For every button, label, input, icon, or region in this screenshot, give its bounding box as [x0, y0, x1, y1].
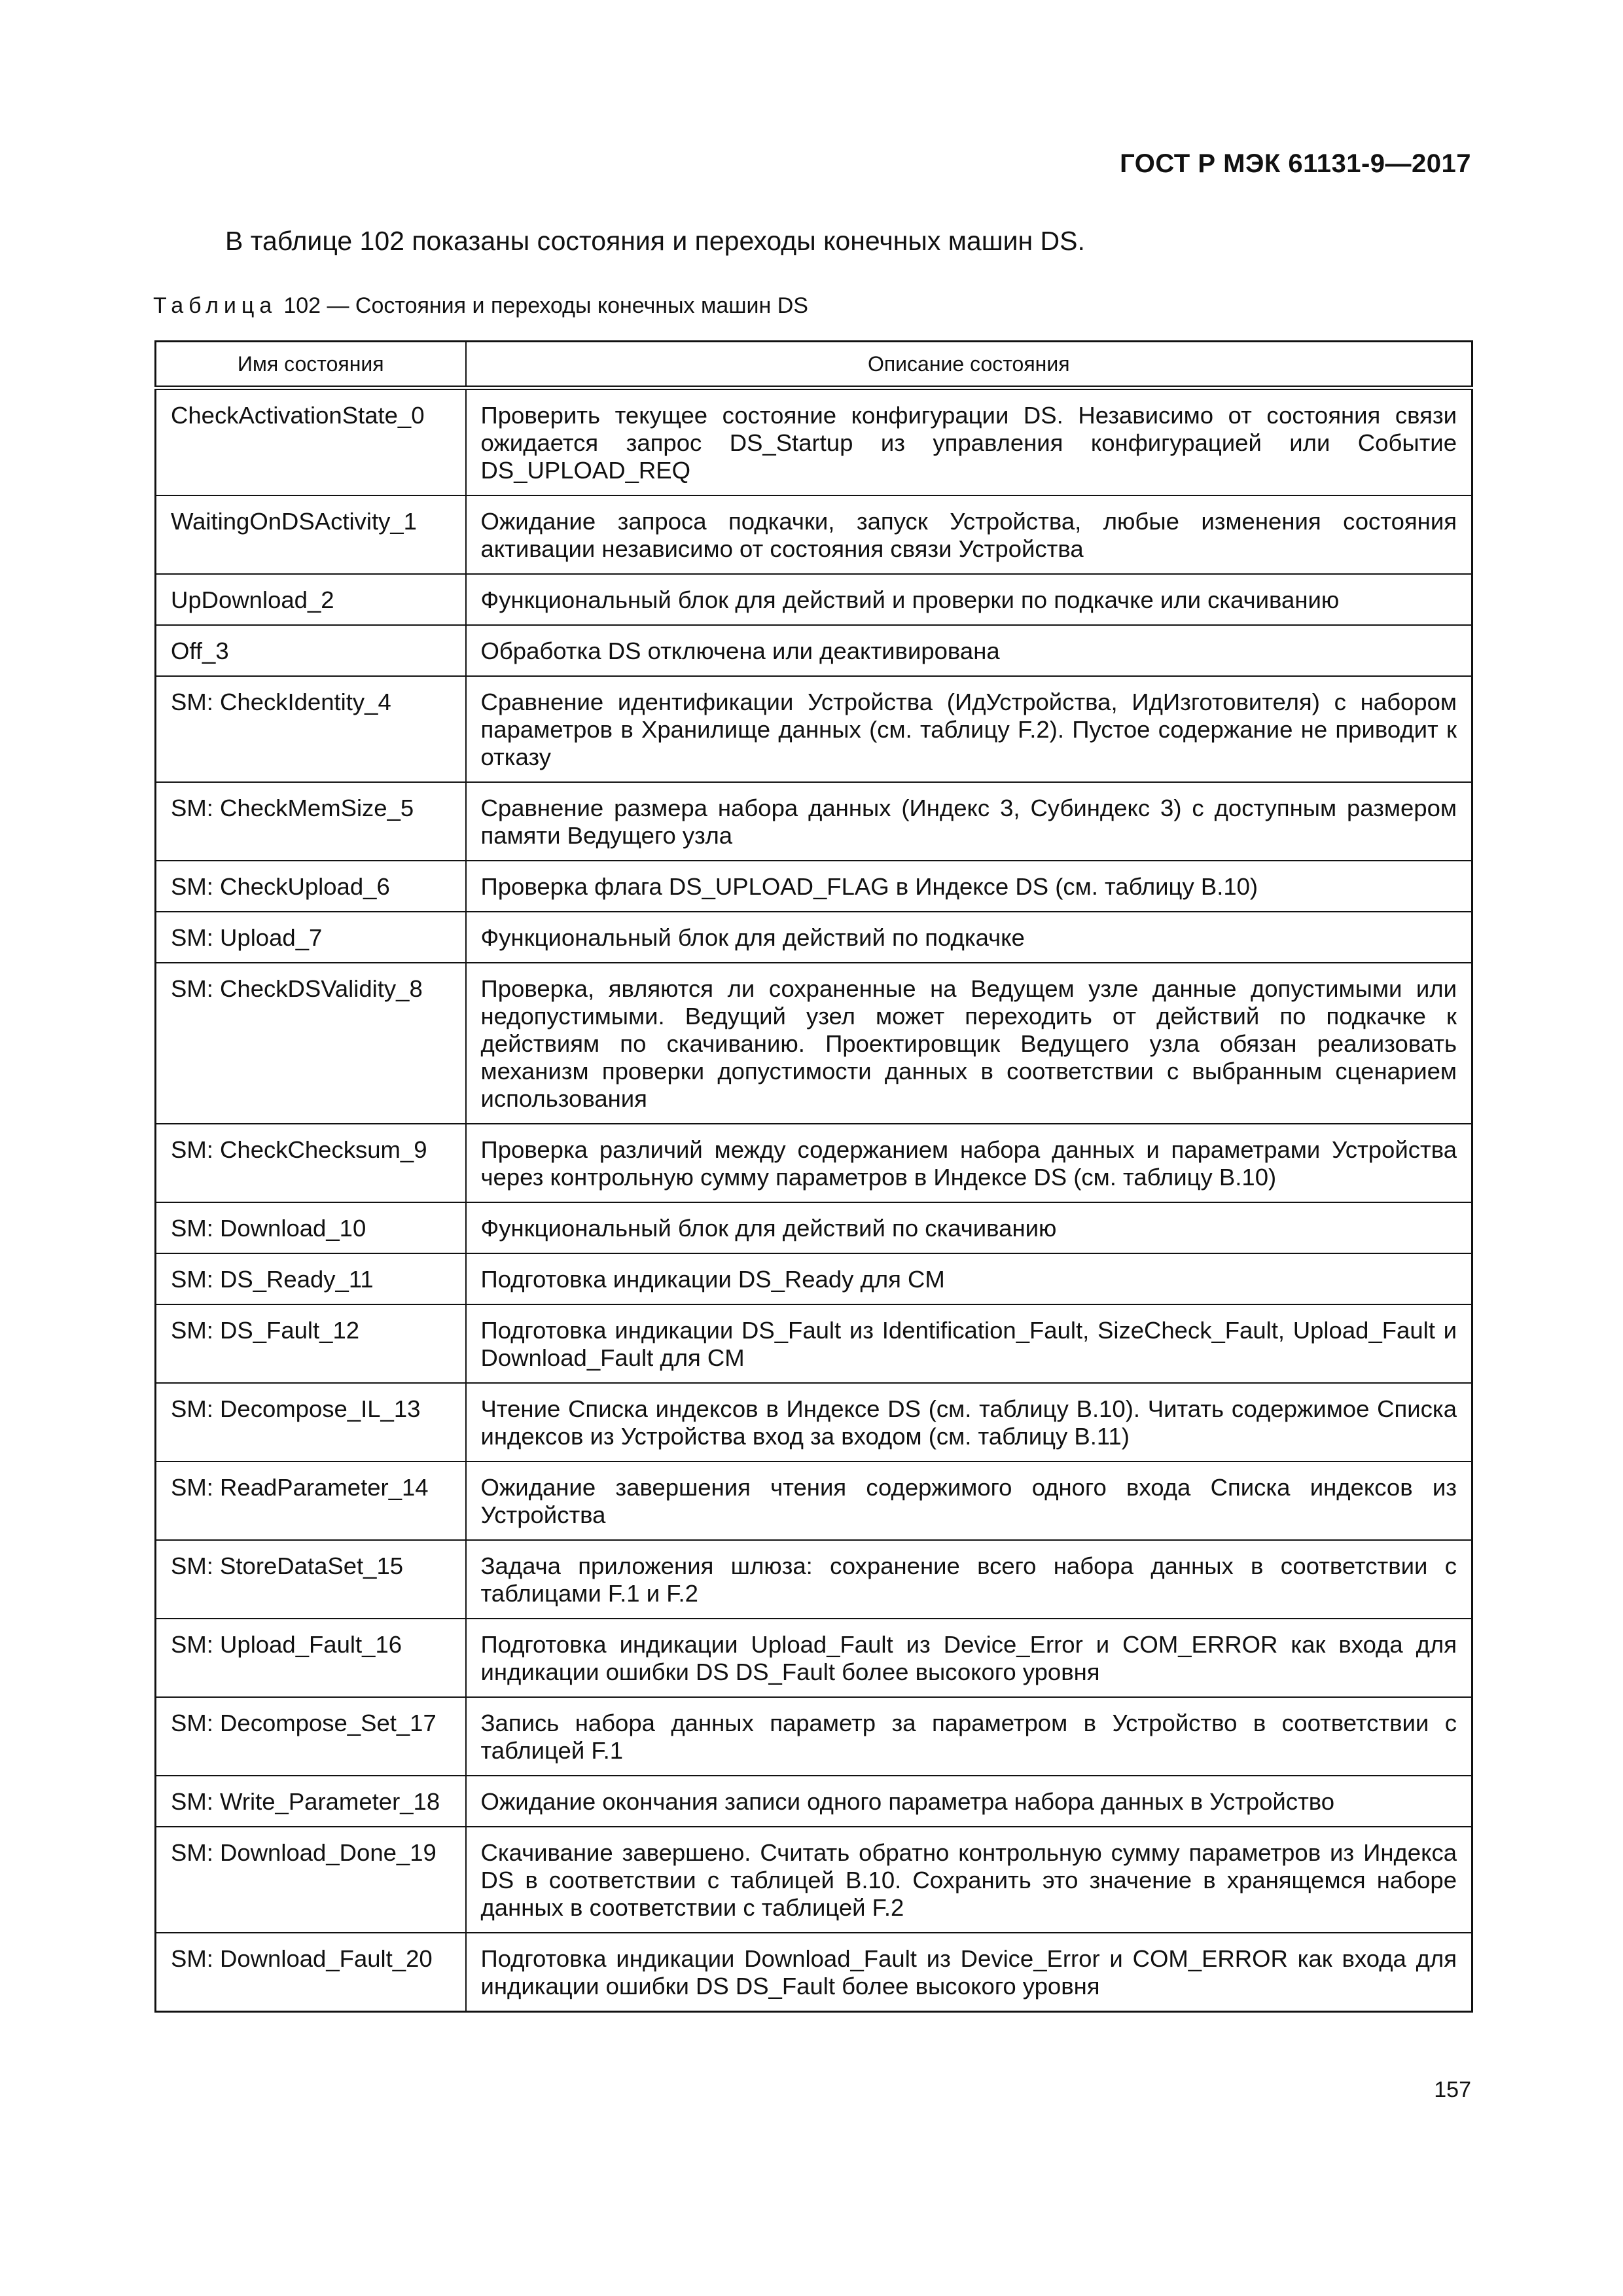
state-name-cell: SM: CheckChecksum_9	[156, 1124, 466, 1202]
state-description-cell: Обработка DS отключена или деактивирована	[466, 625, 1472, 676]
table-row	[156, 1253, 1472, 1304]
state-name-cell: SM: ReadParameter_14	[156, 1462, 466, 1540]
table-row	[156, 1776, 1472, 1827]
state-name-cell: WaitingOnDSActivity_1	[156, 495, 466, 574]
table-row	[156, 861, 1472, 912]
table-row	[156, 1619, 1472, 1697]
state-name-cell: SM: CheckUpload_6	[156, 861, 466, 912]
state-description-cell: Подготовка индикации DS_Ready для CM	[466, 1253, 1472, 1304]
table-row	[156, 1124, 1472, 1202]
table-row	[156, 1462, 1472, 1540]
state-name-cell: SM: DS_Ready_11	[156, 1253, 466, 1304]
state-description-cell: Проверка различий между содержанием набора данных и параметрами Устройства через контрольную сумму параметров в Индексе DS (см. таблицу B.10)	[466, 1124, 1472, 1202]
table-row	[156, 1540, 1472, 1619]
page-number: 157	[1434, 2077, 1471, 2102]
state-description-cell: Ожидание завершения чтения содержимого одного входа Списка индексов из Устройства	[466, 1462, 1472, 1540]
state-name-cell: SM: CheckMemSize_5	[156, 782, 466, 861]
table-row	[156, 1383, 1472, 1462]
state-description-cell: Подготовка индикации DS_Fault из Identification_Fault, SizeCheck_Fault, Upload_Fault и Download_Fault для CM	[466, 1304, 1472, 1383]
state-name-cell: CheckActivationState_0	[156, 388, 466, 496]
state-name-cell: SM: Decompose_IL_13	[156, 1383, 466, 1462]
state-description-cell: Ожидание запроса подкачки, запуск Устройства, любые изменения состояния активации независимо от состояния связи Устройства	[466, 495, 1472, 574]
table-row	[156, 963, 1472, 1124]
table-row	[156, 1202, 1472, 1253]
table-row	[156, 1697, 1472, 1776]
state-description-cell: Функциональный блок для действий и проверки по подкачке или скачиванию	[466, 574, 1472, 625]
state-description-cell: Запись набора данных параметр за параметром в Устройство в соответствии с таблицей F.1	[466, 1697, 1472, 1776]
state-description-cell: Проверка флага DS_UPLOAD_FLAG в Индексе DS (см. таблицу B.10)	[466, 861, 1472, 912]
table-row	[156, 782, 1472, 861]
state-name-cell: SM: CheckDSValidity_8	[156, 963, 466, 1124]
state-name-cell: SM: Write_Parameter_18	[156, 1776, 466, 1827]
state-description-cell: Функциональный блок для действий по скачиванию	[466, 1202, 1472, 1253]
table-caption-prefix: Таблица	[153, 293, 277, 318]
column-header-state-name: Имя состояния	[156, 342, 466, 388]
state-name-cell: SM: Upload_Fault_16	[156, 1619, 466, 1697]
state-description-cell: Проверить текущее состояние конфигурации DS. Независимо от состояния связи ожидается запрос DS_Startup из управления конфигурацией или Событие DS_UPLOAD_REQ	[466, 388, 1472, 496]
state-description-cell: Подготовка индикации Upload_Fault из Device_Error и COM_ERROR как входа для индикации ошибки DS DS_Fault более высокого уровня	[466, 1619, 1472, 1697]
states-table	[154, 340, 1473, 2013]
state-name-cell: SM: Download_Done_19	[156, 1827, 466, 1933]
table-row	[156, 574, 1472, 625]
table-row	[156, 388, 1472, 496]
state-name-cell: SM: Upload_7	[156, 912, 466, 963]
state-description-cell: Скачивание завершено. Считать обратно контрольную сумму параметров из Индекса DS в соответствии с таблицей B.10. Сохранить это значение в хранящемся наборе данных в соответствии с таблицей F.2	[466, 1827, 1472, 1933]
table-row	[156, 625, 1472, 676]
table-row	[156, 912, 1472, 963]
state-name-cell: SM: Download_10	[156, 1202, 466, 1253]
state-description-cell: Проверка, являются ли сохраненные на Ведущем узле данные допустимыми или недопустимыми. Ведущий узел может переходить от действий по подкачке к действиям по скачиванию. Проектировщик Ведущего узла обязан реализовать механизм проверки допустимости данных в соответствии с выбранным сценарием использования	[466, 963, 1472, 1124]
state-name-cell: SM: StoreDataSet_15	[156, 1540, 466, 1619]
state-description-cell: Функциональный блок для действий по подкачке	[466, 912, 1472, 963]
table-row	[156, 1933, 1472, 2012]
table-row	[156, 676, 1472, 782]
state-description-cell: Чтение Списка индексов в Индексе DS (см. таблицу B.10). Читать содержимое Списка индексов из Устройства вход за входом (см. таблицу B.11)	[466, 1383, 1472, 1462]
state-name-cell: SM: CheckIdentity_4	[156, 676, 466, 782]
table-caption-text: 102 — Состояния и переходы конечных машин DS	[283, 293, 808, 318]
table-row	[156, 1827, 1472, 1933]
state-name-cell: SM: DS_Fault_12	[156, 1304, 466, 1383]
state-name-cell: UpDownload_2	[156, 574, 466, 625]
state-name-cell: SM: Download_Fault_20	[156, 1933, 466, 2012]
table-header-row	[156, 342, 1472, 388]
table-row	[156, 495, 1472, 574]
intro-paragraph: В таблице 102 показаны состояния и переходы конечных машин DS.	[225, 226, 1085, 256]
table-row	[156, 1304, 1472, 1383]
state-description-cell: Ожидание окончания записи одного параметра набора данных в Устройство	[466, 1776, 1472, 1827]
document-standard-title: ГОСТ Р МЭК 61131-9—2017	[1120, 149, 1471, 178]
state-name-cell: Off_3	[156, 625, 466, 676]
state-description-cell: Сравнение идентификации Устройства (ИдУстройства, ИдИзготовителя) с набором параметров в Хранилище данных (см. таблицу F.2). Пустое содержание не приводит к отказу	[466, 676, 1472, 782]
states-table-body	[156, 388, 1472, 2012]
state-description-cell: Подготовка индикации Download_Fault из Device_Error и COM_ERROR как входа для индикации ошибки DS DS_Fault более высокого уровня	[466, 1933, 1472, 2012]
state-description-cell: Задача приложения шлюза: сохранение всего набора данных в соответствии с таблицами F.1 и F.2	[466, 1540, 1472, 1619]
column-header-state-description: Описание состояния	[466, 342, 1472, 388]
table-caption	[153, 292, 808, 319]
state-description-cell: Сравнение размера набора данных (Индекс 3, Субиндекс 3) с доступным размером памяти Ведущего узла	[466, 782, 1472, 861]
state-name-cell: SM: Decompose_Set_17	[156, 1697, 466, 1776]
